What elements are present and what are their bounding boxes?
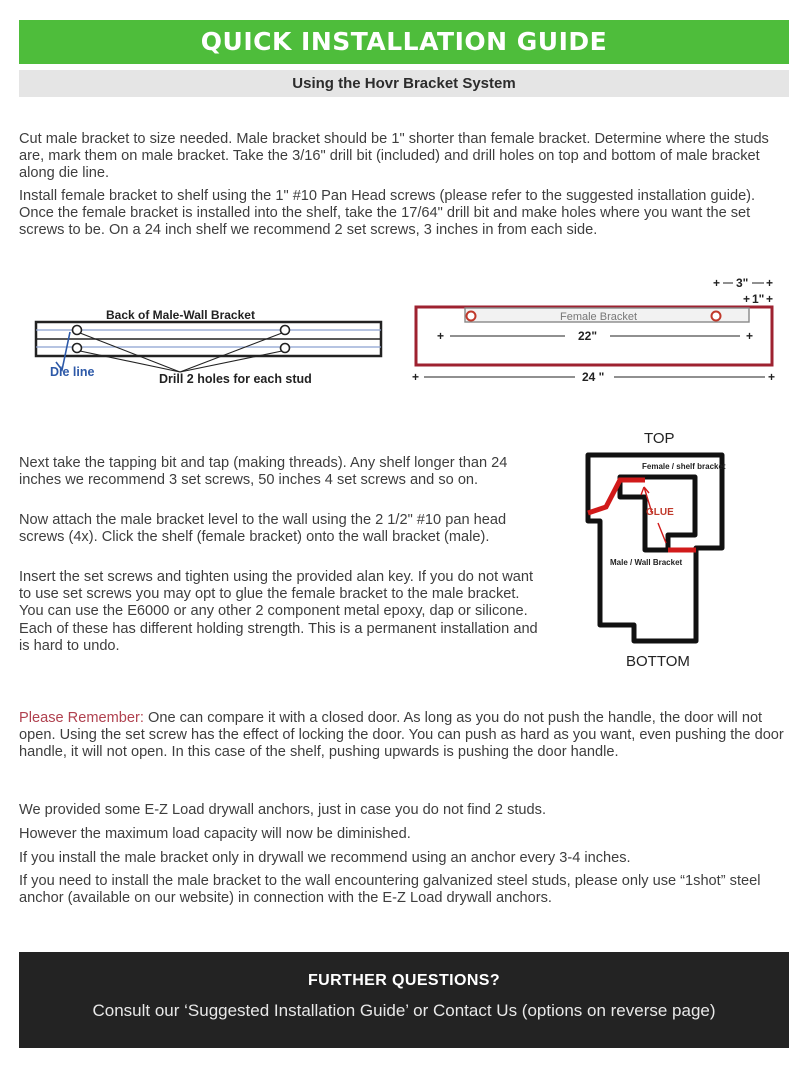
footer-heading: FURTHER QUESTIONS?	[307, 972, 501, 989]
edge-dimension: 1"	[752, 292, 765, 306]
top-label: TOP	[644, 430, 675, 447]
female-bracket-label: Female Bracket	[560, 311, 638, 323]
anchors-paragraph-4: If you need to install the male bracket to the wall encountering galvanized steel studs, please only use “1shot” steel anchor (available on our website) in connection with the E-Z Load drywall anchors.	[19, 873, 761, 907]
footer-contact-text: Consult our ‘Suggested Installation Guide’ or Contact Us (options on reverse page)	[92, 1001, 716, 1020]
set-screw-hole	[467, 312, 476, 321]
male-bracket-title: Back of Male-Wall Bracket	[106, 308, 255, 322]
inset-dimension: 3"	[736, 276, 749, 290]
glue-arrow	[658, 523, 666, 543]
anchors-paragraph-2: However the maximum load capacity will now be diminished.	[19, 826, 411, 842]
outer-length-dimension: 24 "	[582, 370, 605, 384]
svg-text:+: +	[743, 292, 751, 306]
die-line-label: Die line	[50, 365, 95, 379]
anchors-paragraph-3: If you install the male bracket only in drywall we recommend using an anchor every 3-4 inches.	[19, 850, 631, 866]
drill-pointer	[180, 351, 282, 372]
svg-text:+: +	[746, 329, 754, 343]
inner-length-dimension: 22"	[578, 329, 598, 343]
svg-text:+: +	[766, 292, 774, 306]
svg-text:+: +	[412, 370, 420, 384]
remember-label: Please Remember:	[19, 710, 144, 726]
intro-paragraph-2: Install female bracket to shelf using the 1" #10 Pan Head screws (please refer to the suggested installation guide). Once the female bracket is installed into the shelf, take the 17/64" drill bit and make holes where you want the set screws to be. On a 24 inch shelf we recommend 2 set screws, 3 inches in from each side.	[19, 188, 756, 239]
svg-text:+: +	[768, 370, 776, 384]
intro-paragraph-1: Cut male bracket to size needed. Male bracket should be 1" shorter than female bracket. Determine where the studs are, mark them on male bracket. Take the 3/16" drill bit (included) and drill holes on top and bottom of male bracket along die line.	[19, 131, 769, 182]
svg-text:+: +	[437, 329, 445, 343]
female-bracket-diagram	[410, 272, 790, 387]
guide-title-banner: QUICK INSTALLATION GUIDE	[19, 20, 789, 64]
bracket-profile-diagram	[570, 425, 770, 675]
remember-paragraph	[19, 710, 789, 762]
drill-holes-label: Drill 2 holes for each stud	[159, 372, 312, 386]
svg-text:+: +	[713, 276, 721, 290]
bottom-label: BOTTOM	[626, 653, 690, 670]
steps-paragraph-1: Next take the tapping bit and tap (making threads). Any shelf longer than 24 inches we recommend 3 set screws, 50 inches 4 set screws and so on.	[19, 455, 508, 489]
svg-text:+: +	[766, 276, 774, 290]
drill-pointer	[80, 351, 180, 372]
set-screw-hole	[712, 312, 721, 321]
steps-paragraph-3: Insert the set screws and tighten using the provided alan key. If you do not want to use set screws you may opt to glue the female bracket to the male bracket. You can use the E6000 or any other 2 component metal epoxy, dap or silicone. Each of these has different holding strength. This is a permanent installation and is hard to undo.	[19, 569, 538, 654]
anchors-paragraph-1: We provided some E-Z Load drywall anchors, just in case you do not find 2 studs.	[19, 802, 546, 818]
remember-text: One can compare it with a closed door. As long as you do not push the handle, the door will not open. Using the set screw has the effect of locking the door. You can push as hard as you want, even pushing the door handle, it will not open. In this case of the shelf, pushing upwards is pushing the door handle.	[19, 710, 784, 761]
male-wall-label: Male / Wall Bracket	[610, 558, 683, 567]
steps-paragraph-2: Now attach the male bracket level to the wall using the 2 1/2" #10 pan head screws (4x). Click the shelf (female bracket) onto the wall bracket (male).	[19, 512, 507, 546]
male-bracket-diagram	[30, 300, 390, 395]
female-shelf-label: Female / shelf bracket	[642, 462, 726, 471]
footer-panel	[19, 952, 789, 1048]
guide-subtitle: Using the Hovr Bracket System	[19, 70, 789, 97]
glue-label: GLUE	[646, 507, 674, 518]
